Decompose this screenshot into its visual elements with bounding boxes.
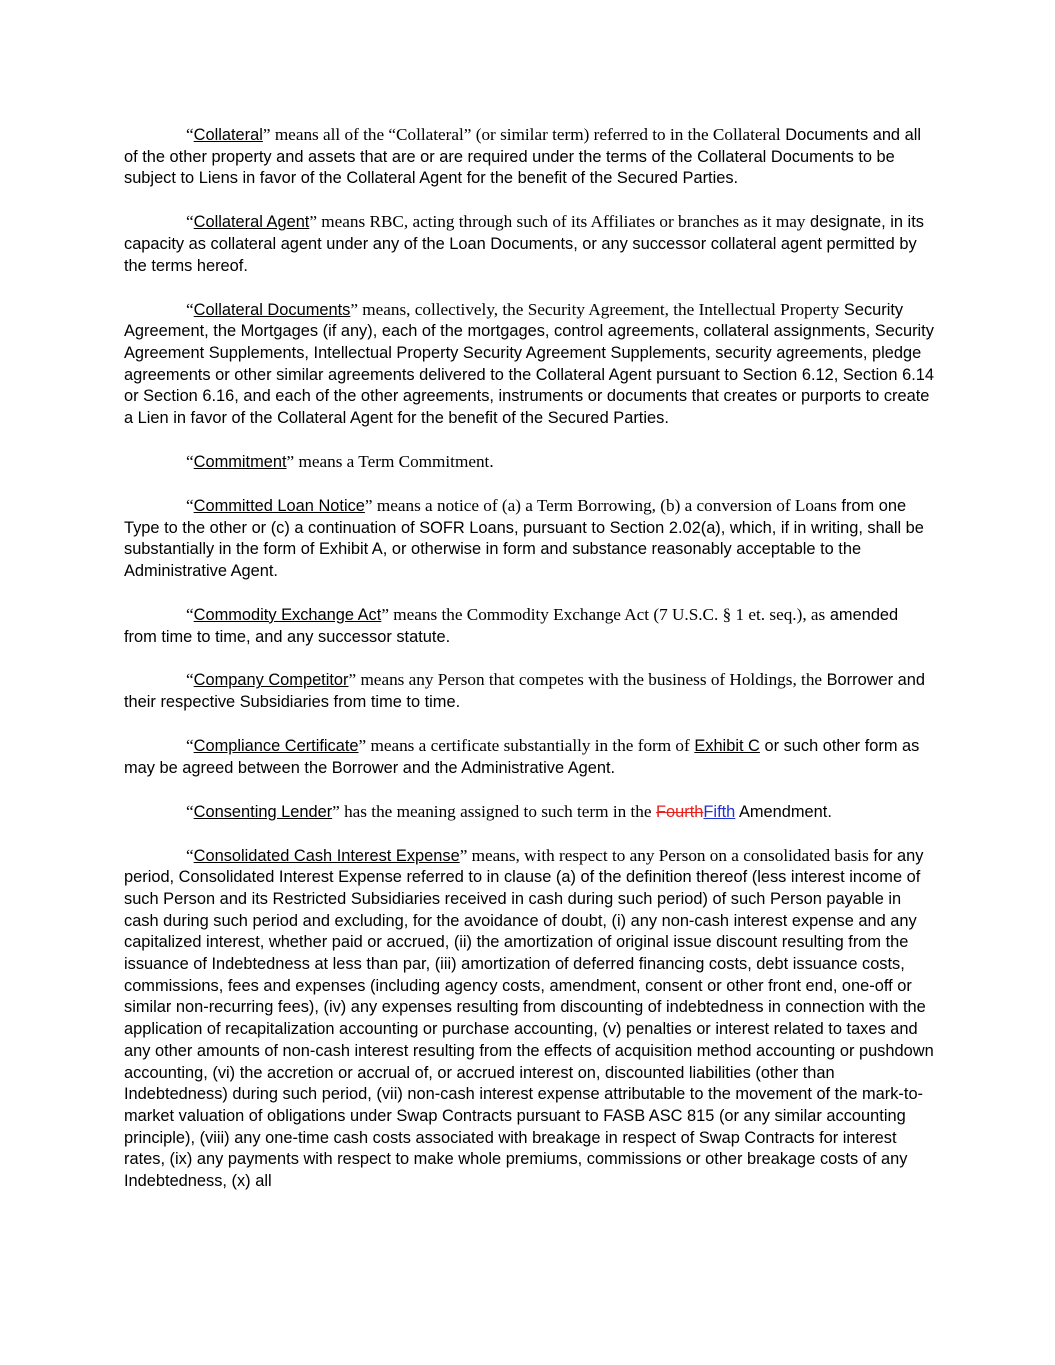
open-quote: “	[186, 125, 194, 144]
defined-term: Collateral Documents	[193, 300, 351, 319]
inserted-text: Fifth	[703, 802, 736, 821]
open-quote: “	[186, 299, 194, 319]
definition-body: Documents and all of the other property and assets that are or are required under the terms of the Collateral Documents to be subject to Liens in favor of the Collateral Agent for the benefit of the Secured Parties.	[124, 126, 922, 188]
definition-body: designate, in its capacity as collateral agent under any of the Loan Documents, or any successor collateral agent permitted by the terms hereof.	[124, 213, 924, 275]
definition-commodity-exchange-act	[124, 604, 934, 648]
exhibit-reference: Exhibit C	[694, 737, 760, 756]
definition-lead: ” means a Term Commitment.	[286, 452, 494, 471]
defined-term: Commodity Exchange Act	[193, 605, 382, 624]
defined-term: Collateral	[193, 126, 263, 144]
definition-lead-tail: or such other	[759, 737, 861, 756]
definition-collateral-documents	[124, 299, 934, 430]
definition-lead: ” means any Person that competes with the business of Holdings, the	[348, 670, 823, 690]
defined-term: Collateral Agent	[193, 213, 310, 232]
open-quote: “	[186, 736, 194, 756]
definition-lead-tail: Amendment.	[735, 802, 832, 821]
definition-company-competitor	[124, 669, 934, 713]
defined-term: Company Competitor	[193, 671, 349, 690]
open-quote: “	[186, 212, 194, 232]
definition-lead: ” means, collectively, the Security Agreement, the Intellectual Property	[350, 299, 840, 319]
definition-collateral	[124, 124, 934, 190]
defined-term: Compliance Certificate	[193, 737, 359, 756]
definition-collateral-agent	[124, 211, 934, 277]
definition-lead: ” means the Commodity Exchange Act (7 U.S.C. § 1 et. seq.), as	[381, 604, 826, 624]
open-quote: “	[186, 495, 194, 515]
definition-consolidated-cash-interest-expense	[124, 845, 934, 1193]
definition-lead: ” means a notice of (a) a Term Borrowing, (b) a conversion of Loans	[364, 495, 837, 515]
deleted-text: Fourth	[656, 802, 704, 821]
open-quote: “	[186, 845, 194, 865]
document-page	[124, 124, 934, 1214]
defined-term: Committed Loan Notice	[193, 496, 365, 515]
definition-compliance-certificate	[124, 735, 934, 779]
open-quote: “	[186, 452, 194, 471]
definition-lead: ” means a certificate substantially in the form of	[358, 736, 690, 756]
definition-commitment	[124, 451, 934, 474]
definition-lead: ” means, with respect to any Person on a consolidated basis	[459, 845, 869, 865]
definition-lead: ” means all of the “Collateral” (or similar term) referred to in the Collateral	[262, 125, 781, 144]
defined-term: Consenting Lender	[193, 802, 333, 821]
definition-body: from one Type to the other or (c) a continuation of SOFR Loans, pursuant to Section 2.02(a), which, if in writing, shall be substantially in the form of Exhibit A, or otherwise in form and substance reasonably acceptable to the Administrative Agent.	[124, 496, 924, 580]
defined-term: Consolidated Cash Interest Expense	[193, 846, 460, 865]
definition-body: for any period, Consolidated Interest Expense referred to in clause (a) of the definition thereof (less interest income of such Person and its Restricted Subsidiaries received in cash during such period) of such Person payable in cash during such period and excluding, for the avoidance of doubt, (i) any non-cash interest expense and any capitalized interest, whether paid or accrued, (ii) the amortization of original issue discount resulting from the issuance of Indebtedness at less than par, (iii) amortization of deferred financing costs, debt issuance costs, commissions, fees and expenses (including agency costs, amendment, consent or other front end, one-off or similar non-recurring fees), (iv) any expenses resulting from discounting of indebtedness in connection with the application of recapitalization accounting or purchase accounting, (v) penalties or interest related to taxes and any other amounts of non-cash interest resulting from the effects of acquisition method accounting or pushdown accounting, (vi) the accretion or accrual of, or accrued interest on, discounted liabilities (other than Indebtedness) during such period, (vii) non-cash interest expense attributable to the movement of the mark-to-market valuation of obligations under Swap Contracts pursuant to FASB ASC 815 (or any similar accounting principle), (viii) any one-time cash costs associated with breakage in respect of Swap Contracts for interest rates, (ix) any payments with respect to make whole premiums, commissions or other breakage costs of any Indebtedness, (x) all	[124, 846, 934, 1191]
definition-body: Borrower and their respective Subsidiaries from time to time.	[124, 671, 926, 712]
definition-lead: ” means RBC, acting through such of its Affiliates or branches as it may	[309, 212, 806, 232]
definition-consenting-lender	[124, 801, 934, 824]
definition-body: form as may be agreed between the Borrower and the Administrative Agent.	[124, 737, 920, 777]
open-quote: “	[186, 604, 194, 624]
open-quote: “	[186, 801, 194, 821]
definition-body: amended from time to time, and any successor statute.	[124, 605, 899, 646]
definition-committed-loan-notice	[124, 495, 934, 583]
open-quote: “	[186, 670, 194, 690]
defined-term: Commitment	[193, 453, 287, 471]
definition-lead: ” has the meaning assigned to such term in the	[332, 801, 652, 821]
definition-body: Security Agreement, the Mortgages (if any), each of the mortgages, control agreements, collateral assignments, Security Agreement Supplements, Intellectual Property Security Agreement Supplements, security agreements, pledge agreements or other similar agreements delivered to the Collateral Agent pursuant to Section 6.12, Section 6.14 or Section 6.16, and each of the other agreements, instruments or documents that creates or purports to create a Lien in favor of the Collateral Agent for the benefit of the Secured Parties.	[124, 300, 934, 428]
